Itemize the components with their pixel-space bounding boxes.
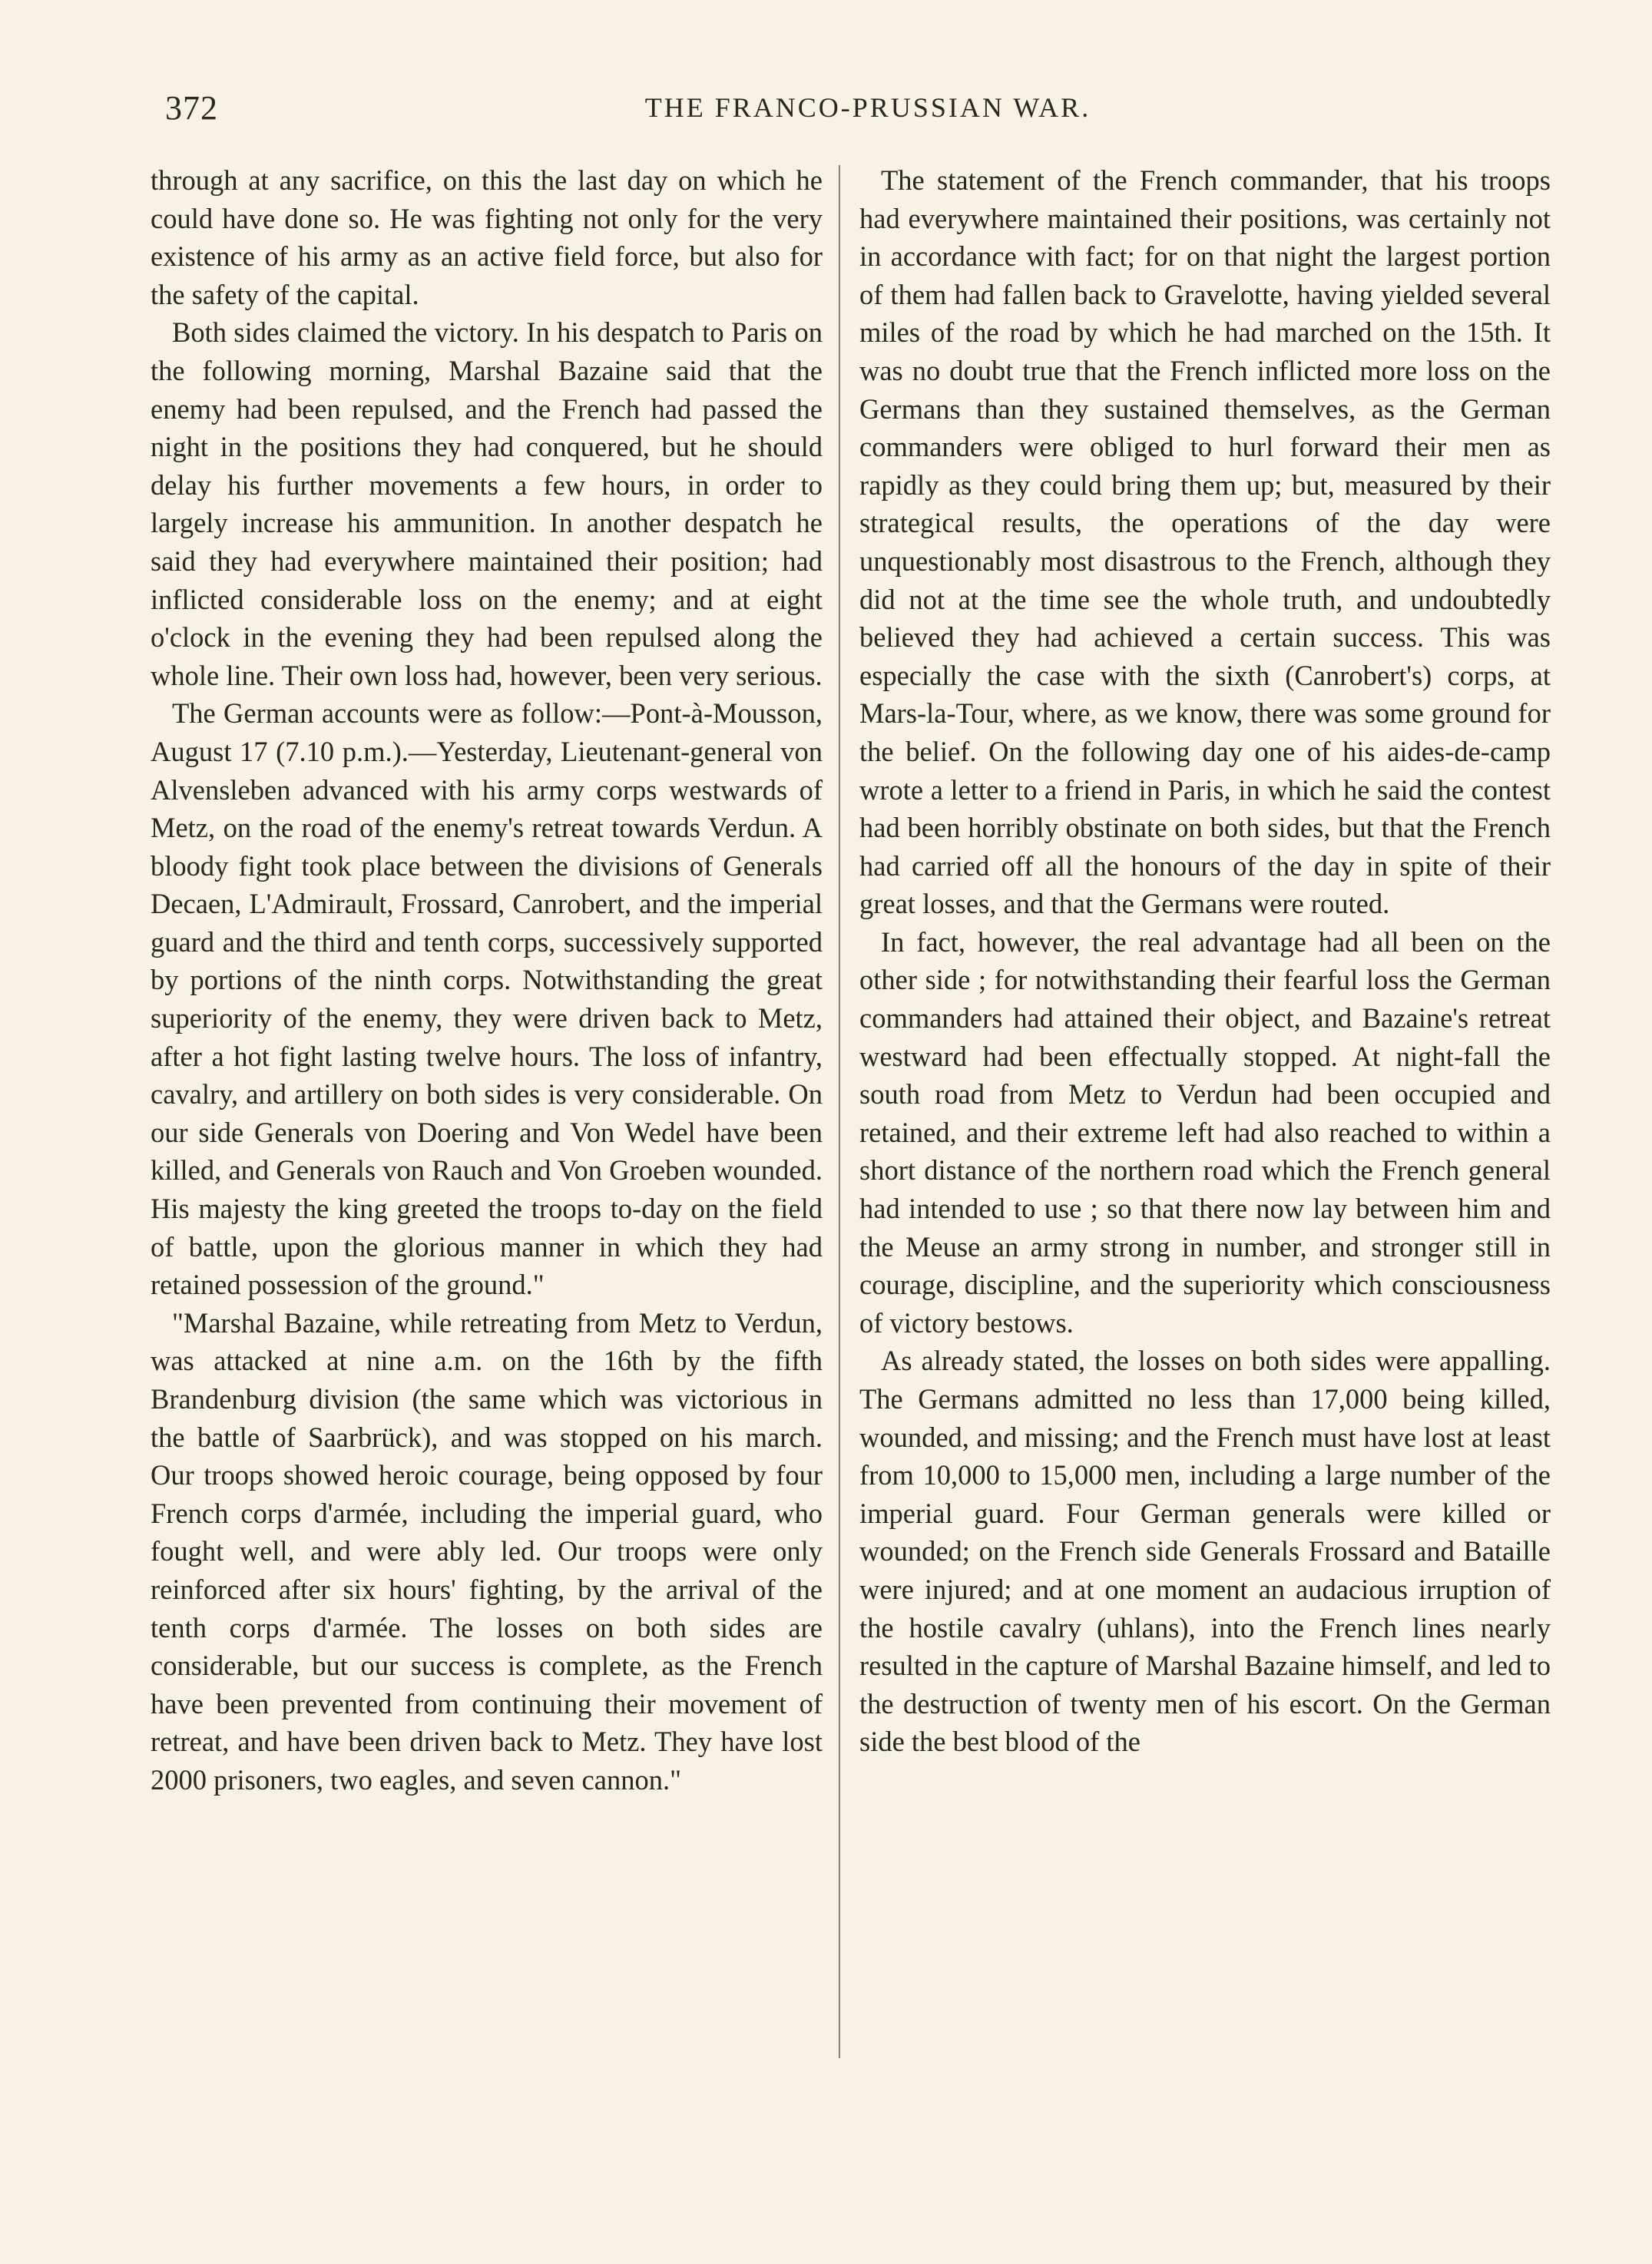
column-divider — [839, 165, 840, 2058]
left-text-column — [151, 161, 823, 1799]
paragraph: "Marshal Bazaine, while retreating from Metz to Verdun, was attacked at nine a.m. on the 16th by the fifth Brandenburg division (the same which was victorious in the battle of Saarbrück), and was stopped on his march. Our troops showed heroic courage, being opposed by four French corps d'armée, including the imperial guard, who fought well, and were ably led. Our troops were only reinforced after six hours' fighting, by the arrival of the tenth corps d'armée. The losses on both sides are considerable, but our success is complete, as the French have been prevented from continuing their movement of retreat, and have been driven back to Metz. They have lost 2000 prisoners, two eagles, and seven cannon." — [151, 1306, 823, 1796]
page-header — [165, 88, 1571, 134]
page-number: 372 — [165, 89, 218, 127]
paragraph: In fact, however, the real advantage had all been on the other side ; for notwithstanding their fearful loss the German commanders had attained their object, and Bazaine's retreat westward had been effectually stopped. At night-fall the south road from Metz to Verdun had been occupied and retained, and their extreme left had also reached to within a short distance of the northern road which the French general had intended to use ; so that there now lay between him and the Meuse an army strong in number, and stronger still in courage, discipline, and the superiority which consciousness of victory bestows. — [859, 925, 1551, 1339]
paragraph: The statement of the French commander, that his troops had everywhere maintained their positions, was certainly not in accordance with fact; for on that night the largest portion of them had fallen back to Gravelotte, having yielded several miles of the road by which he had marched on the 15th. It was no doubt true that the French inflicted more loss on the Germans than they sustained themselves, as the German commanders were obliged to hurl forward their men as rapidly as they could bring them up; but, measured by their strategical results, the operations of the day were unquestionably most disastrous to the French, although they did not at the time see the whole truth, and undoubtedly believed they had achieved a certain success. This was especially the case with the sixth (Canrobert's) corps, at Mars-la-Tour, where, as we know, there was some ground for the belief. On the following day one of his aides-de-camp wrote a letter to a friend in Paris, in which he said the contest had been horribly obstinate on both sides, but that the French had carried off all the honours of the day in spite of their great losses, and that the Germans were routed. — [859, 164, 1551, 920]
right-text-column — [859, 161, 1551, 1761]
paragraph: As already stated, the losses on both sides were appalling. The Germans admitted no less than 17,000 being killed, wounded, and missing; and the French must have lost at least from 10,000 to 15,000 men, including a large number of the imperial guard. Four German generals were killed or wounded; on the French side Generals Frossard and Bataille were injured; and at one moment an audacious irruption of the hostile cavalry (uhlans), into the French lines nearly resulted in the capture of Marshal Bazaine himself, and led to the destruction of twenty men of his escort. On the German side the best blood of the — [859, 1345, 1551, 1758]
running-title: THE FRANCO-PRUSSIAN WAR. — [644, 92, 1091, 123]
paragraph: through at any sacrifice, on this the last day on which he could have done so. He was fighting not only for the very existence of his army as an active field force, but also for the safety of the capital. — [151, 164, 823, 310]
paragraph: Both sides claimed the victory. In his despatch to Paris on the following morning, Marshal Bazaine said that the enemy had been repulsed, and the French had passed the night in the positions they had conquered, but he should delay his further movements a few hours, in order to largely increase his ammunition. In another despatch he said they had everywhere maintained their position; had inflicted considerable loss on the enemy; and at eight o'clock in the evening they had been repulsed along the whole line. Their own loss had, however, been very serious. — [151, 316, 823, 691]
paragraph: The German accounts were as follow:—Pont-à-Mousson, August 17 (7.10 p.m.).—Yesterday, Lieutenant-general von Alvensleben advanced with his army corps westwards of Metz, on the road of the enemy's retreat towards Verdun. A bloody fight took place between the divisions of Generals Decaen, L'Admirault, Frossard, Canrobert, and the imperial guard and the third and tenth corps, successively supported by portions of the ninth corps. Notwithstanding the great superiority of the enemy, they were driven back to Metz, after a hot fight lasting twelve hours. The loss of infantry, cavalry, and artillery on both sides is very considerable. On our side Generals von Doering and Von Wedel have been killed, and Generals von Rauch and Von Groeben wounded. His majesty the king greeted the troops to-day on the field of battle, upon the glorious manner in which they had retained possession of the ground." — [151, 697, 823, 1301]
